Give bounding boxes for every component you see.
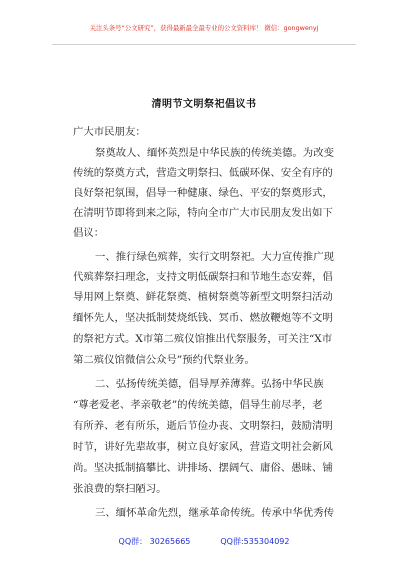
- footer-qq-left: QQ群： 30265665: [118, 537, 191, 546]
- body-line: 三、缅怀革命先烈，继承革命传统。传承中华优秀传: [95, 507, 334, 519]
- body-line: 一、推行绿色殡葬，实行文明祭祀。大力宣传推广现: [95, 251, 334, 263]
- body-line: 有所养、老有所乐，逝后节俭办丧、文明祭扫，鼓励清明: [73, 420, 333, 432]
- body-line: 二、弘扬传统美德，倡导厚养薄葬。弘扬中华民族: [95, 378, 324, 390]
- body-line: 时节，讲好先辈故事，树立良好家风，营造文明社会新风: [73, 441, 333, 453]
- body-line: 第二殡仪馆微信公众号”预约代祭业务。: [73, 354, 255, 366]
- document-title: 清明节文明祭祀倡议书: [151, 99, 257, 110]
- body-line: 缅怀先人，坚决抵制焚烧纸钱、冥币、燃放鞭炮等不文明: [73, 312, 333, 324]
- body-line: 祭奠故人、缅怀英烈是中华民族的传统美德。为改变: [95, 147, 334, 159]
- body-line: 传统的祭奠方式，营造文明祭扫、低碳环保、安全有序的: [73, 167, 333, 179]
- body-line: 尚。坚决抵制搞攀比、讲排场、摆阔气、庸俗、愚昧、铺: [73, 462, 333, 474]
- footer-qq-groups: [0, 536, 408, 547]
- body-line: 的祭祀方式。X市第二殡仪馆推出代祭服务，可关注“X市: [73, 333, 333, 345]
- body-line: 导用网上祭奠、鲜花祭奠、植树祭奠等新型文明祭扫活动: [73, 291, 333, 303]
- salutation: 广大市民朋友：: [73, 126, 146, 138]
- body-line: “尊老爱老、孝亲敬老”的传统美德，倡导生前尽孝，老: [73, 399, 323, 411]
- footer-qq-right: QQ群:535304092: [220, 537, 290, 546]
- body-line: 在清明节即将到来之际，特向全市广大市民朋友发出如下: [73, 207, 333, 219]
- body-line: 倡议：: [73, 227, 105, 239]
- body-line: 张浪费的祭扫陋习。: [73, 483, 167, 495]
- body-line: 代殡葬祭扫理念，支持文明低碳祭扫和节地生态安葬，倡: [73, 271, 333, 283]
- header-divider: [52, 44, 356, 45]
- header-notice: 关注头条号“公文研究”，获得最新最全最专业的公文资料库！ 微信：gongwenyj: [89, 24, 319, 32]
- body-line: 良好祭祀氛围，倡导一种健康、绿色、平安的祭奠形式，: [73, 187, 333, 199]
